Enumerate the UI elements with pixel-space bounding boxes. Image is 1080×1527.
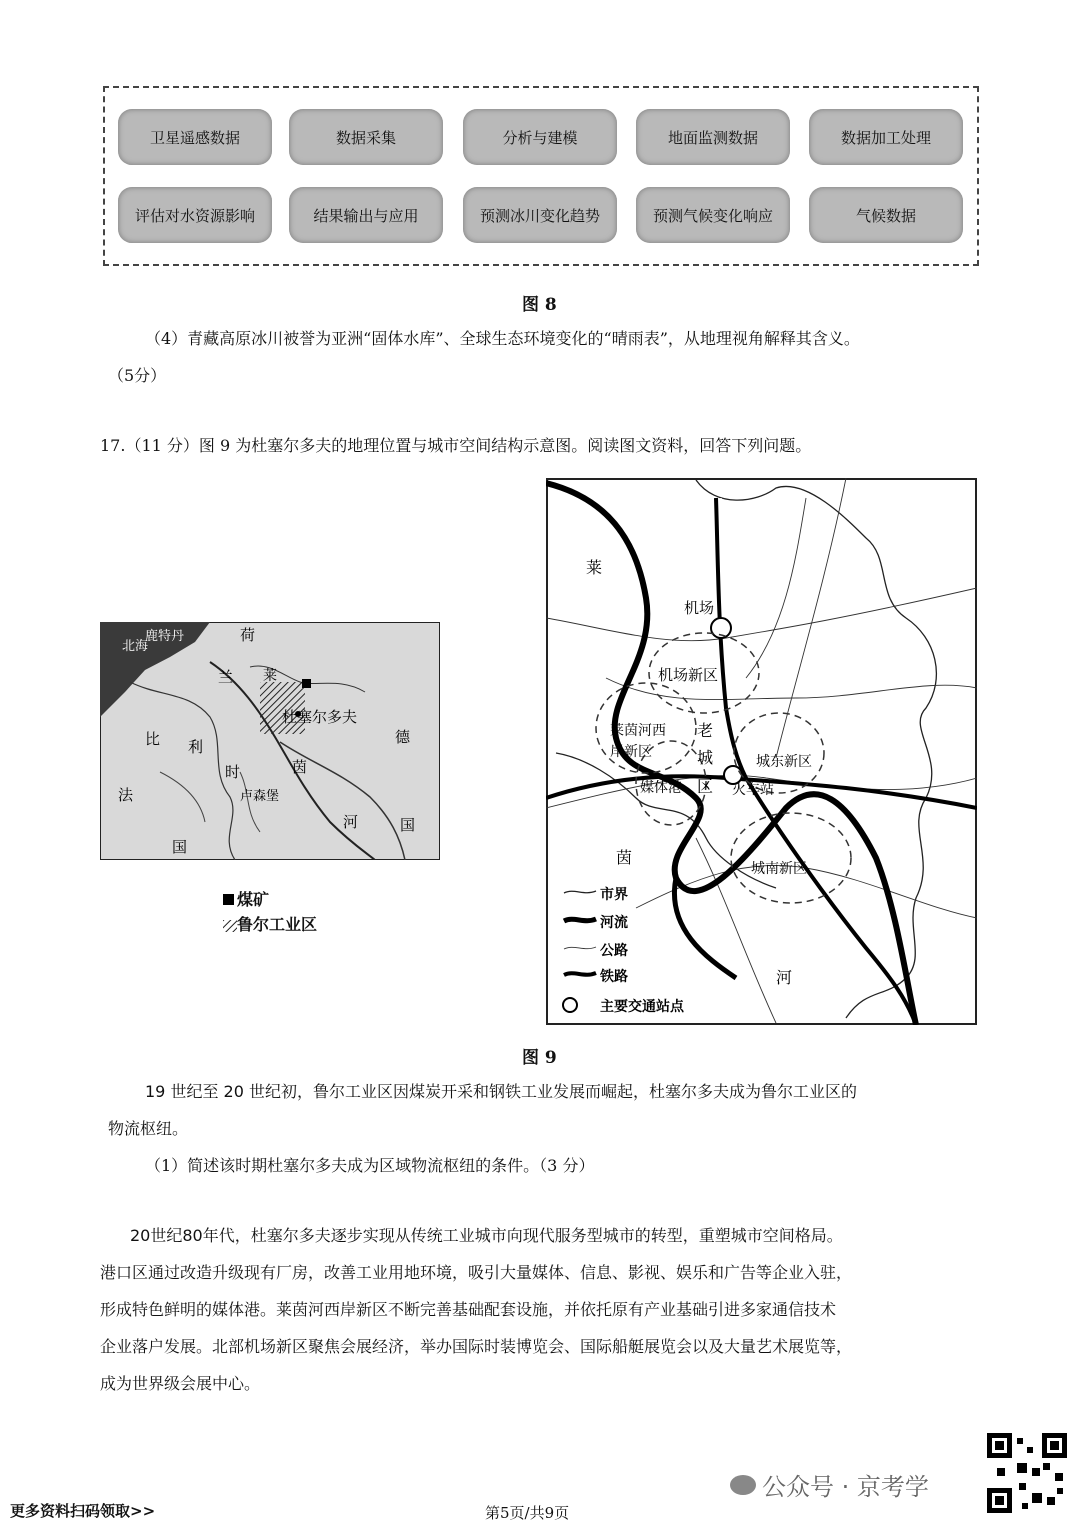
figure-8-caption: 图 8 [522,295,557,315]
li-label: 利 [188,738,204,756]
paragraph-1-line-2: 物流枢纽。 [108,1119,189,1138]
page-number: 第5页/共9页 [485,1504,570,1522]
flow-step: 数据加工处理 [809,109,963,165]
figure-8-flowchart [103,86,979,266]
legend-road: 公路 [600,943,628,959]
flow-step: 地面监测数据 [636,109,790,165]
rhine-label-yin: 茵 [616,848,633,867]
guo-label-right: 国 [400,816,416,834]
rhine-label-lai: 莱 [586,558,603,577]
paragraph-1-line-1: 19 世纪至 20 世纪初，鲁尔工业区因煤炭开采和钢铁工业发展而崛起，杜塞尔多夫成为鲁尔工业区的 [145,1082,857,1101]
ruhr-legend [223,912,317,935]
wechat-icon [730,1475,756,1495]
flow-step: 卫星遥感数据 [118,109,272,165]
rhine-label-3: 河 [343,813,359,831]
legend-railway: 铁路 [600,969,628,985]
paragraph-2-line-5: 成为世界级会展中心。 [100,1374,261,1393]
old-city-label-1: 老 [697,721,714,740]
lan-label: 兰 [218,668,234,686]
coal-legend-swatch [223,894,234,905]
flow-step: 评估对水资源影响 [118,187,272,243]
city-structure-map [546,478,977,1025]
bi-label: 比 [145,730,161,748]
paragraph-2-line-4: 企业落户发展。北部机场新区聚焦会展经济，举办国际时装博览会、国际船艇展览会以及大量艺术展览等， [100,1337,853,1356]
de-label: 德 [395,728,411,746]
guo-label-left: 国 [172,838,188,856]
station-label: 火车站 [732,782,774,798]
rhine-label-2: 茵 [292,758,308,776]
paragraph-2-line-1: 20世纪80年代，杜塞尔多夫逐步实现从传统工业城市向现代服务型城市的转型，重塑城市空间格局。 [130,1226,843,1245]
coal-legend [223,887,269,910]
question-17-intro: 17.（11 分）图 9 为杜塞尔多夫的地理位置与城市空间结构示意图。阅读图文资料，回答下列问题。 [100,436,812,455]
location-map [100,622,440,860]
old-city-label-3: 区 [697,777,714,796]
legend-station: 主要交通站点 [600,999,684,1015]
wechat-watermark [730,1467,929,1502]
media-port-label: 媒体港 [640,780,682,796]
rhine-label-1: 莱 [263,668,277,684]
shi-label: 时 [225,763,241,781]
flow-step: 预测冰川变化趋势 [463,187,617,243]
west-bank-label-2: 岸新区 [610,744,652,760]
ruhr-legend-label: 鲁尔工业区 [237,915,318,934]
flow-step: 数据采集 [289,109,443,165]
question-4-text: （4）青藏高原冰川被誉为亚洲“固体水库”、全球生态环境变化的“晴雨表”，从地理视角解释其含义。 [145,329,860,348]
legend-river: 河流 [600,915,628,931]
flow-step: 气候数据 [809,187,963,243]
coal-legend-label: 煤矿 [237,890,270,909]
wechat-account: 公众号 · 京考学 [762,1473,929,1501]
ruhr-legend-swatch [223,920,237,932]
figure-9-caption: 图 9 [522,1048,557,1068]
footer-more-resources[interactable]: 更多资料扫码领取>> [10,1502,156,1520]
coal-mine-marker [302,679,311,688]
fa-label: 法 [118,786,134,804]
airport-label: 机场 [684,599,715,617]
legend-boundary: 市界 [600,887,628,903]
luxembourg-label: 卢森堡 [240,789,280,804]
flow-step: 分析与建模 [463,109,617,165]
east-district-label: 城东新区 [756,754,812,770]
north-sea-label: 北海 [122,639,149,654]
rhine-label-he: 河 [776,968,793,987]
rotterdam-label: 鹿特丹 [145,629,185,644]
flow-step: 预测气候变化响应 [636,187,790,243]
question-4-score: （5分） [108,366,167,385]
qr-code[interactable] [987,1433,1067,1513]
holland-label: 荷 [240,626,256,644]
paragraph-2-line-3: 形成特色鲜明的媒体港。莱茵河西岸新区不断完善基础配套设施，并依托原有产业基础引进多家通信技术 [100,1300,837,1319]
airport-district-label: 机场新区 [658,666,719,684]
old-city-label-2: 城 [697,748,714,767]
question-17-1: （1）简述该时期杜塞尔多夫成为区域物流枢纽的条件。（3 分） [145,1156,595,1175]
paragraph-2-line-2: 港口区通过改造升级现有厂房，改善工业用地环境，吸引大量媒体、信息、影视、娱乐和广告等企业入驻， [100,1263,853,1282]
dusseldorf-label: 杜塞尔多夫 [282,708,358,726]
flow-step: 结果输出与应用 [289,187,443,243]
west-bank-label-1: 莱茵河西 [610,723,666,739]
south-district-label: 城南新区 [751,861,807,877]
